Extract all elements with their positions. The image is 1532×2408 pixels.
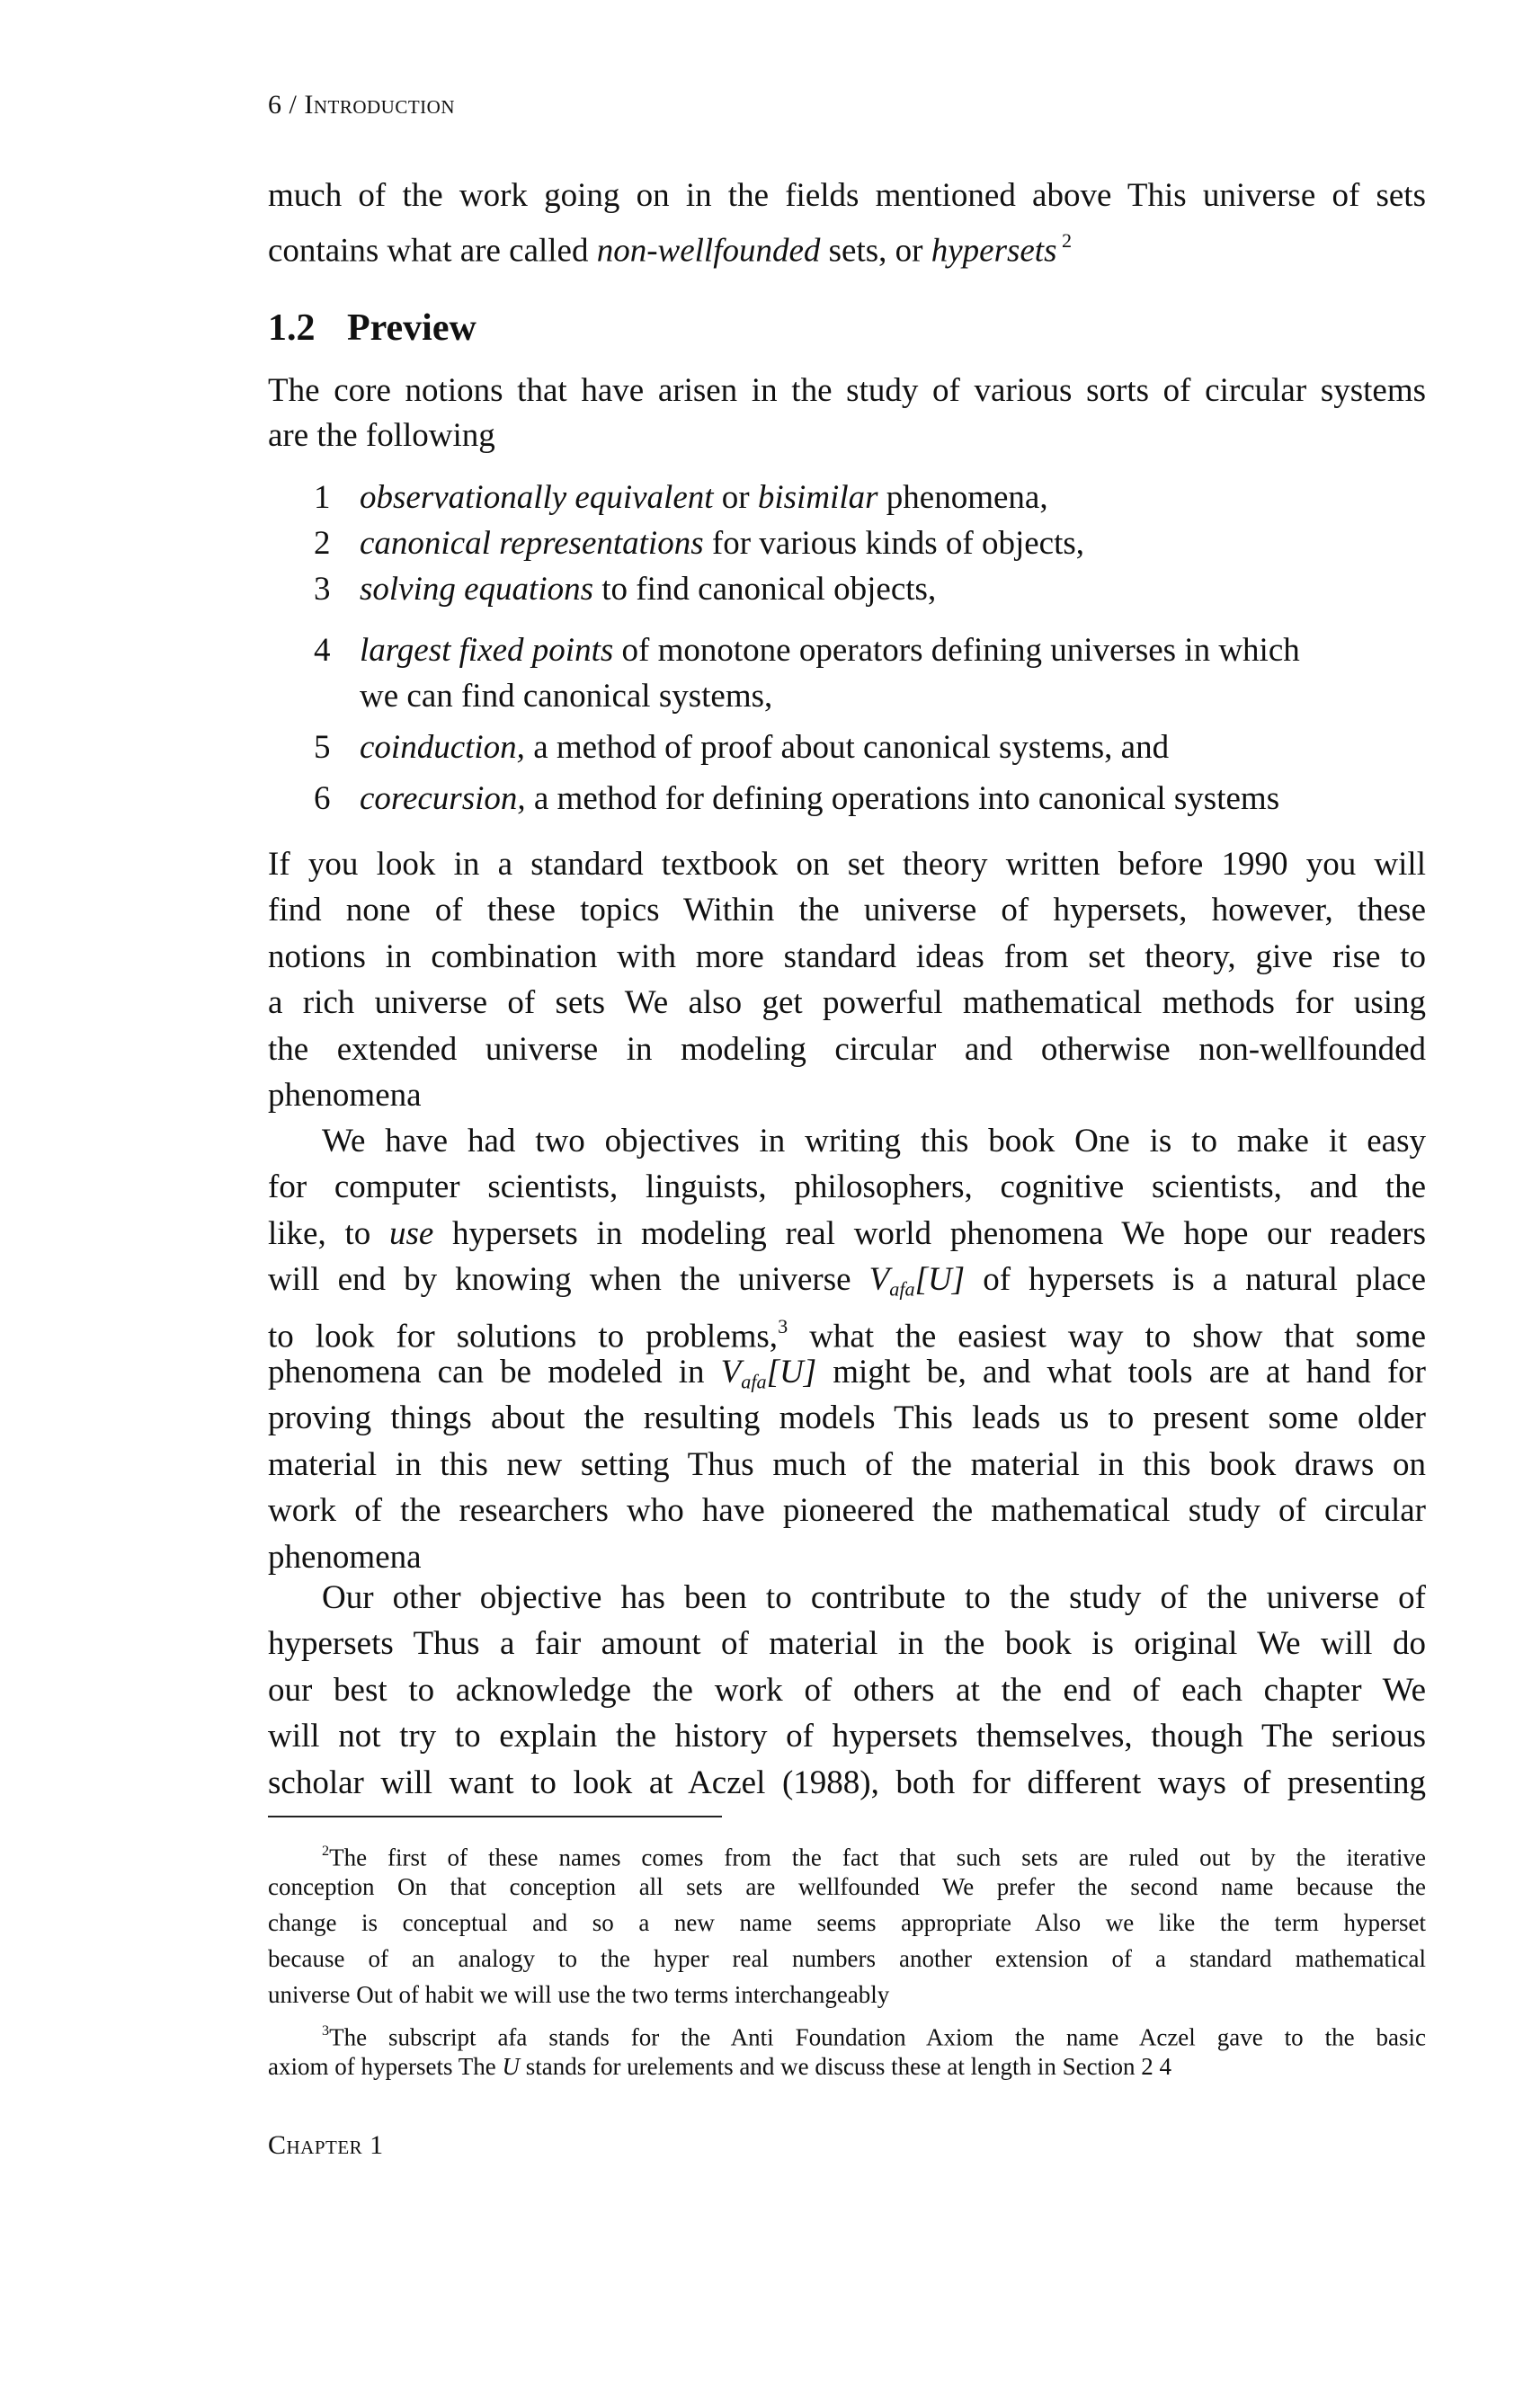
text-run: because of an analogy to the hyper real numbers another extension of a standard mathematical: [268, 1945, 1426, 1972]
emphasis-text: V: [720, 1354, 742, 1391]
text-run: a method of proof about canonical systems, and: [524, 729, 1170, 766]
list-item-line: [360, 567, 1426, 612]
text-run: like, to: [268, 1214, 389, 1252]
text-run: the extended universe in modeling circular and otherwise non-wellfounded: [268, 1030, 1426, 1068]
emphasis-text: use: [388, 1214, 434, 1252]
list-number: 5: [314, 729, 331, 766]
chapter-footer: [268, 2130, 384, 2161]
text-run: to find canonical objects,: [593, 571, 937, 608]
text-run: or: [713, 479, 758, 516]
paragraph-line: [268, 1761, 1426, 1806]
list-number: 3: [314, 571, 331, 608]
emphasis-text: hypersets: [931, 232, 1057, 270]
text-run: contains what are called: [268, 232, 597, 270]
text-run: to look for solutions to problems,: [268, 1318, 779, 1355]
text-run: hypersets in modeling real world phenomena We hope our readers: [433, 1214, 1426, 1252]
list-number: 6: [314, 780, 331, 817]
page-number: 6: [268, 90, 282, 120]
text-run: of monotone operators defining universes in which: [613, 632, 1300, 669]
paragraph-line: [268, 935, 1426, 980]
text-run: work of the researchers who have pioneered the mathematical study of circular: [268, 1492, 1426, 1530]
emphasis-text: U: [502, 2053, 520, 2080]
text-run: what the easiest way to show that some: [788, 1318, 1427, 1355]
text-run: phenomena: [268, 1538, 422, 1576]
paragraph-line: [268, 1027, 1426, 1072]
footnote-marker: 3: [778, 1314, 788, 1337]
text-run: we can find canonical systems,: [360, 678, 773, 715]
text-run: scholar will want to look at Aczel (1988), both for different ways of presenting: [268, 1764, 1426, 1801]
paragraph-line: [268, 1212, 1426, 1257]
text-run: Our other objective has been to contribute to the study of the universe of: [322, 1579, 1426, 1616]
list-number: 2: [314, 525, 331, 562]
emphasis-text: largest fixed points: [360, 632, 614, 669]
list-item-line: [360, 777, 1426, 822]
paragraph-line: [268, 369, 1426, 413]
text-run: a rich universe of sets We also get powerful mathematical methods for using: [268, 984, 1426, 1022]
text-run: a method for defining operations into canonical systems: [525, 780, 1280, 817]
emphasis-text: afa: [741, 1370, 767, 1393]
text-run: are the following: [268, 417, 495, 454]
paragraph-line: [268, 1622, 1426, 1666]
emphasis-text: afa: [889, 1277, 915, 1301]
paragraph-line: [268, 888, 1426, 933]
emphasis-text: coinduction,: [360, 729, 525, 766]
footnote-marker: 2: [322, 1843, 330, 1859]
text-run: proving things about the resulting models This leads us to present some older: [268, 1399, 1426, 1437]
text-run: phenomena can be modeled in: [268, 1354, 721, 1391]
footnote-line: [268, 1906, 1426, 1940]
text-run: phenomena,: [877, 479, 1048, 516]
text-run: will not try to explain the history of hypersets themselves, though The serious: [268, 1718, 1426, 1755]
list-number: 1: [314, 479, 331, 516]
paragraph-line: [322, 1119, 1426, 1164]
footnote-line: [268, 1977, 1426, 2012]
emphasis-text: observationally equivalent: [360, 479, 714, 516]
text-run: for various kinds of objects,: [703, 525, 1084, 562]
paragraph-line: [268, 1443, 1426, 1488]
emphasis-text: bisimilar: [757, 479, 878, 516]
text-run: might be, and what tools are at hand for: [816, 1354, 1426, 1391]
text-run: The first of these names comes from the fact that such sets are ruled out by the iterative: [329, 1844, 1426, 1871]
text-run: of hypersets is a natural place: [965, 1261, 1426, 1299]
emphasis-text: corecursion,: [360, 780, 526, 817]
paragraph-line: [268, 173, 1426, 218]
list-item-line: [360, 475, 1426, 520]
footnote-line: [322, 1834, 1426, 1871]
paragraph-line: [268, 1073, 1426, 1118]
footnote-rule: [268, 1816, 722, 1817]
text-run: hypersets Thus a fair amount of material in the book is original We will do: [268, 1625, 1426, 1663]
emphasis-text: [U]: [914, 1261, 966, 1299]
text-run: The core notions that have arisen in the study of various sorts of circular systems: [268, 372, 1426, 409]
emphasis-text: solving equations: [360, 571, 594, 608]
text-run: much of the work going on in the fields mentioned above This universe of sets: [268, 177, 1426, 214]
text-run: material in this new setting Thus much of the material in this book draws on: [268, 1445, 1426, 1483]
text-run: find none of these topics Within the universe of hypersets, however, these: [268, 892, 1426, 929]
emphasis-text: V: [868, 1261, 890, 1299]
header-separator: /: [289, 90, 298, 120]
list-number: 4: [314, 632, 331, 669]
section-heading: [268, 306, 477, 351]
text-run: We have had two objectives in writing this book One is to make it easy: [322, 1123, 1426, 1160]
footnote-marker: 3: [322, 2022, 330, 2039]
text-run: for computer scientists, linguists, philosophers, cognitive scientists, and the: [268, 1168, 1426, 1206]
footnote-marker: 2: [1056, 229, 1073, 252]
text-run: conception On that conception all sets are wellfounded We prefer the second name because the: [268, 1873, 1426, 1900]
text-run: universe Out of habit we will use the two terms interchangeably: [268, 1981, 890, 2008]
chapter-label: Chapter 1: [268, 2130, 384, 2160]
emphasis-text: non-wellfounded: [596, 232, 821, 270]
text-run: will end by knowing when the universe: [268, 1261, 869, 1299]
footnote-line: [322, 2013, 1426, 2051]
text-run: sets, or: [820, 232, 931, 270]
text-run: axiom of hypersets The: [268, 2053, 503, 2080]
text-run: stands for urelements and we discuss these at length in Section 2 4: [519, 2053, 1172, 2080]
paragraph-line: [268, 842, 1426, 887]
paragraph-line: [268, 1350, 1426, 1395]
footnote-line: [268, 1870, 1426, 1904]
text-run: The subscript afa stands for the Anti Foundation Axiom the name Aczel gave to the basic: [329, 2023, 1426, 2051]
paragraph-line: [268, 218, 1426, 270]
paragraph-line: [268, 1535, 1426, 1580]
text-run: phenomena: [268, 1077, 422, 1114]
paragraph-line: [268, 1396, 1426, 1441]
paragraph-line: [268, 413, 1426, 458]
text-run: change is conceptual and so a new name seems appropriate Also we like the term hyperset: [268, 1909, 1426, 1936]
running-title: Introduction: [304, 90, 455, 120]
paragraph-line: [322, 1576, 1426, 1621]
paragraph-line: [268, 1668, 1426, 1713]
emphasis-text: canonical representations: [360, 525, 704, 562]
section-title: Preview: [347, 307, 477, 349]
paragraph-line: [268, 1714, 1426, 1759]
footnote-line: [268, 1942, 1426, 1976]
emphasis-text: [U]: [766, 1354, 817, 1391]
paragraph-line: [268, 1304, 1427, 1355]
paragraph-line: [268, 1488, 1426, 1533]
paragraph-line: [268, 1165, 1426, 1210]
text-run: If you look in a standard textbook on set theory written before 1990 you will: [268, 846, 1426, 883]
list-item-line: [360, 628, 1426, 673]
paragraph-line: [268, 1257, 1426, 1302]
section-number: 1.2: [268, 307, 316, 349]
paragraph-line: [268, 981, 1426, 1026]
list-item-line: [360, 674, 1426, 719]
running-header: [268, 90, 455, 120]
footnote-line: [268, 2049, 1426, 2084]
text-run: notions in combination with more standard ideas from set theory, give rise to: [268, 937, 1426, 975]
text-run: our best to acknowledge the work of others at the end of each chapter We: [268, 1671, 1426, 1709]
list-item-line: [360, 521, 1426, 566]
list-item-line: [360, 725, 1426, 770]
